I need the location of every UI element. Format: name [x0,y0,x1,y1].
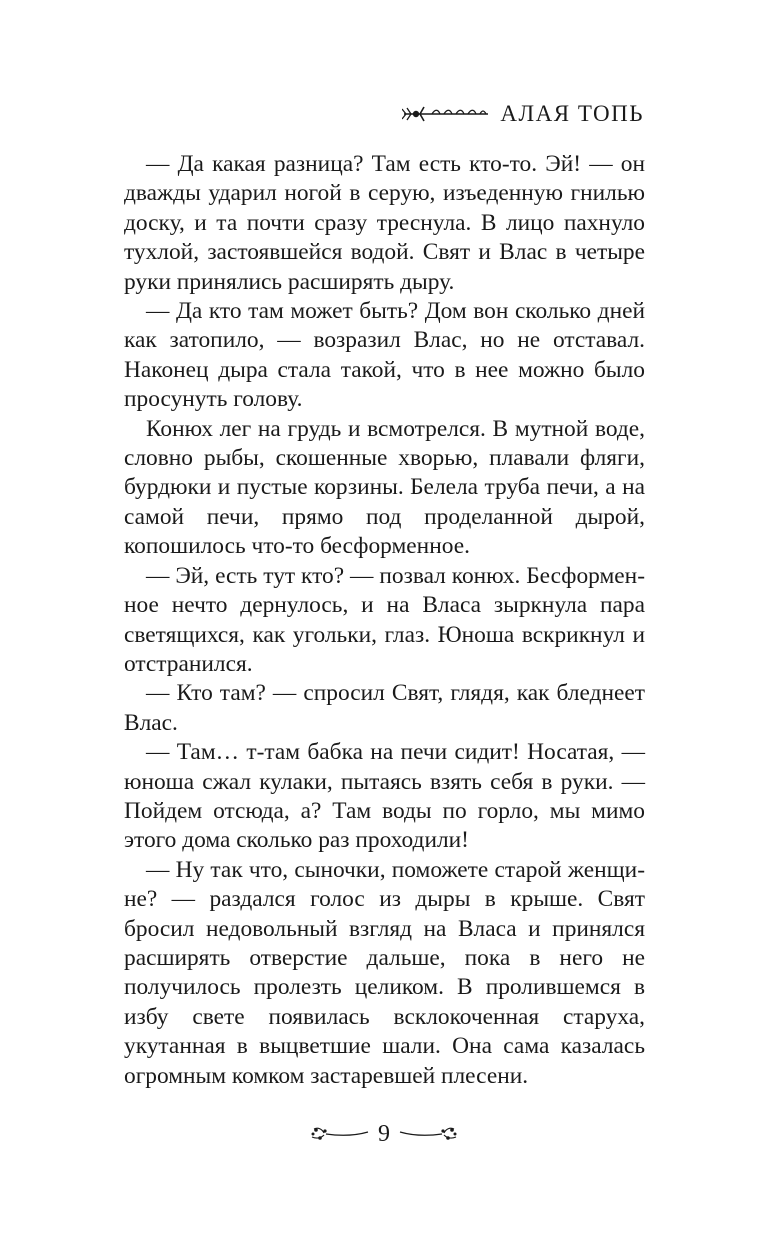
paragraph: — Там… т-там бабка на печи сидит! Носатая, — юноша сжал кулаки, пытаясь взять себя в руки. — Пойдем отсюда, а? Там воды по горло, мы мимо этого дома сколько раз проходили! [124,739,645,854]
paragraph: — Эй, есть тут кто? — позвал конюх. Бесформенное нечто дернулось, и на Власа зыркнула пара светящихся, как угольки, глаз. Юноша вскрикнул и отстранился. [124,562,645,677]
page-number: 9 [378,1121,390,1147]
vine-ornament-icon [402,103,490,125]
running-title: АЛАЯ ТОПЬ [500,101,644,126]
running-header [402,102,644,125]
flourish-right-icon [398,1123,458,1145]
page-footer [0,1122,768,1146]
paragraph: Конюх лег на грудь и всмотрелся. В мутной воде, словно рыбы, скошенные хворью, плавали фляги, бурдюки и пустые корзины. Белела труба печи, а на самой печи, прямо под проделанной дырой, копошилось что-то бесформенное. [124,415,645,560]
body-text [124,150,645,1091]
flourish-left-icon [310,1123,370,1145]
paragraph: — Ну так что, сыночки, поможете старой женщине? — раздался голос из дыры в крыше. Свят бросил недовольный взгляд на Власа и принялся расширять отверстие дальше, пока в него не получилось пролезть целиком. В пролившемся в избу свете появилась всклокоченная старуха, укутанная в выцветшие шали. Она сама казалась огромным комком застаревшей плесени. [124,856,645,1089]
paragraph: — Да какая разница? Там есть кто-то. Эй! — он дважды ударил ногой в серую, изъеденную гнилью доску, и та почти сразу треснула. В лицо пахнуло тухлой, застоявшейся водой. Свят и Влас в четыре руки принялись расширять дыру. [124,151,645,295]
paragraph: — Кто там? — спросил Свят, глядя, как бледнеет Влас. [124,680,645,736]
paragraph: — Да кто там может быть? Дом вон сколько дней как затопило, — возразил Влас, но не отставал. Наконец дыра стала такой, что в нее можно было просунуть голову. [124,298,645,413]
